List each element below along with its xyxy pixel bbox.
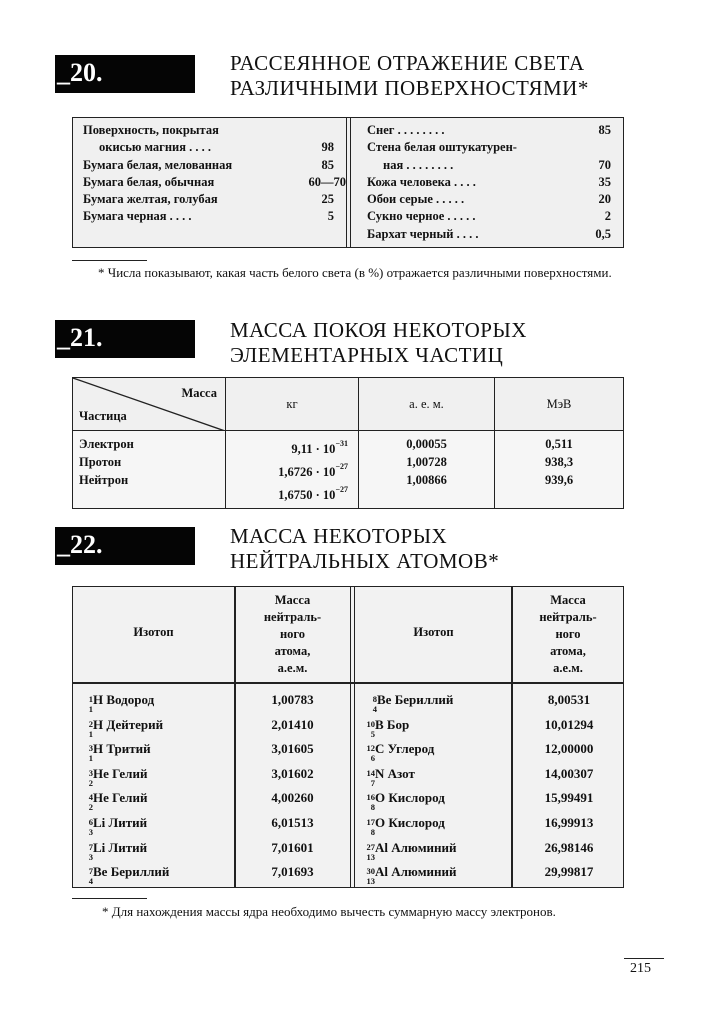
nuclide-notation: 30 13 xyxy=(366,866,375,887)
mass-value: 15,99491 xyxy=(544,790,594,806)
mass-value: 12,00000 xyxy=(544,741,594,757)
isotope-entry: 17 8 O Кислород xyxy=(363,811,511,836)
mass-value: 16,99913 xyxy=(544,814,594,830)
table-row: Бархат черный . . . . 0,5 xyxy=(367,226,611,241)
mass-value: 26,98146 xyxy=(544,839,594,855)
nuclide-notation: 16 8 xyxy=(366,792,375,813)
nuclide-notation: 3 2 xyxy=(88,767,93,788)
page-number: 215 xyxy=(630,961,651,976)
isotope-entry: 27 13 Al Алюминий xyxy=(363,836,511,861)
isotope-entry: 8 4 Be Бериллий xyxy=(363,688,511,713)
table-row: Бумага белая, обычная 60—70 xyxy=(83,174,346,189)
nuclide-notation: 27 13 xyxy=(366,841,375,862)
atom-mass-table xyxy=(72,586,624,888)
nuclide-notation: 2 1 xyxy=(88,718,93,739)
reflection-table-left xyxy=(83,122,346,226)
nuclide-notation: 3 1 xyxy=(88,743,93,764)
isotope-entry: 14 7 N Азот xyxy=(363,762,511,787)
column-divider xyxy=(346,118,351,247)
isotope-entry: 16 8 O Кислород xyxy=(363,786,511,811)
isotope-entry: 3 1 H Тритий xyxy=(79,737,229,762)
mass-value: 6,01513 xyxy=(271,814,314,830)
section-21-title: МАССА ПОКОЯ НЕКОТОРЫХ ЭЛЕМЕНТАРНЫХ ЧАСТИЦ xyxy=(230,318,527,367)
mass-mev-values: 0,511 938,3 939,6 xyxy=(495,431,624,509)
nuclide-notation: 7 4 xyxy=(88,866,93,887)
nuclide-notation: 1 1 xyxy=(88,694,93,714)
column-header-amu: а. е. м. xyxy=(359,378,495,431)
section-20-footnote: * Числа показывают, какая часть белого света (в %) отражается различными поверхностями. xyxy=(98,265,612,280)
column-header-mev: МэВ xyxy=(495,378,624,431)
mass-kg-values: $9,11 \cdot 10^{-31}$ $1,6726 \cdot 10^{-27}$ $1,6750 \cdot 10^{-27}$ xyxy=(226,431,359,509)
isotope-entry: 30 13 Al Алюминий xyxy=(363,860,511,885)
mass-value: 1,00783 xyxy=(271,692,314,707)
mass-value: 3,01602 xyxy=(271,765,314,781)
column-header-kg: кг xyxy=(226,378,359,431)
table-row: окисью магния . . . . 98 xyxy=(99,140,334,155)
section-21-number-block xyxy=(55,320,195,358)
section-20-title: РАССЕЯННОЕ ОТРАЖЕНИЕ СВЕТА РАЗЛИЧНЫМИ ПОВЕРХНОСТЯМИ* xyxy=(230,51,589,100)
isotope-entry: 10 5 B Бор xyxy=(363,713,511,738)
table-row: Обои серые . . . . . 20 xyxy=(367,192,611,207)
mass-amu-values: 0,00055 1,00728 1,00866 xyxy=(359,431,495,509)
section-20-number: _ 20. xyxy=(57,58,103,88)
isotope-entry: 4 2 He Гелий xyxy=(79,786,229,811)
nuclide-notation: 12 6 xyxy=(366,743,375,764)
table-row: Бумага черная . . . . 5 xyxy=(83,209,334,224)
mass-value: 7,01693 xyxy=(271,864,314,880)
section-21-number: _ 21. xyxy=(57,323,103,353)
isotope-entry: 6 3 Li Литий xyxy=(79,811,229,836)
nuclide-notation: 17 8 xyxy=(366,816,375,837)
section-20-number-block xyxy=(55,55,195,93)
table-row: Стена белая оштукатурен- xyxy=(367,140,517,155)
reflection-table-right xyxy=(367,122,611,243)
table-row: Кожа человека . . . . 35 xyxy=(367,174,611,189)
column-header-isotope: Изотоп xyxy=(133,625,174,639)
section-22-number-block xyxy=(55,527,195,565)
particle-names: Электрон Протон Нейтрон xyxy=(73,431,226,509)
footnote-rule xyxy=(72,260,147,261)
nuclide-notation: 6 3 xyxy=(88,816,93,837)
nuclide-notation: 7 3 xyxy=(88,841,93,862)
isotope-list-left xyxy=(79,688,229,885)
mass-list-left xyxy=(235,688,350,885)
mass-value: 8,00531 xyxy=(547,692,591,707)
isotope-entry: 3 2 He Гелий xyxy=(79,762,229,787)
mass-value: 14,00307 xyxy=(544,765,594,781)
section-22-footnote: * Для нахождения массы ядра необходимо вычесть суммарную массу электронов. xyxy=(102,904,556,919)
nuclide-notation: 10 5 xyxy=(366,718,375,739)
table-row: Снег . . . . . . . . 85 xyxy=(367,123,611,137)
nuclide-notation: 4 2 xyxy=(88,792,93,813)
reflection-table xyxy=(72,117,624,248)
isotope-entry: 2 1 H Дейтерий xyxy=(79,713,229,738)
table-row: Бумага желтая, голубая 25 xyxy=(83,192,334,207)
table-row: Бумага белая, мелованная 85 xyxy=(83,157,334,172)
isotope-entry: 7 3 Li Литий xyxy=(79,836,229,861)
header-rule xyxy=(73,682,623,684)
isotope-entry: 1 1 H Водород xyxy=(79,688,229,713)
section-22-number: _ 22. xyxy=(57,530,103,560)
corner-header: Масса Частица xyxy=(73,378,226,431)
table-row: Поверхность, покрытая xyxy=(83,123,219,137)
column-header-mass: Масса нейтраль- ного атома, а.е.м. xyxy=(539,593,597,675)
nuclide-notation: 8 4 xyxy=(372,694,377,714)
mass-value: 3,01605 xyxy=(271,741,314,757)
page-number-rule xyxy=(624,958,664,959)
mass-value: 4,00260 xyxy=(271,790,314,806)
table-row: Сукно черное . . . . . 2 xyxy=(367,209,611,224)
particle-mass-table xyxy=(72,377,624,509)
column-divider xyxy=(350,587,355,887)
isotope-list-right xyxy=(363,688,511,885)
mass-value: 2,01410 xyxy=(271,716,314,732)
section-22-title: МАССА НЕКОТОРЫХ НЕЙТРАЛЬНЫХ АТОМОВ* xyxy=(230,524,500,573)
mass-value: 29,99817 xyxy=(544,864,594,880)
footnote-rule xyxy=(72,898,147,899)
table-row: ная . . . . . . . . 70 xyxy=(383,157,611,172)
isotope-entry: 12 6 C Углерод xyxy=(363,737,511,762)
column-header-isotope: Изотоп xyxy=(413,625,454,639)
mass-value: 7,01601 xyxy=(271,839,314,855)
nuclide-notation: 14 7 xyxy=(366,767,375,788)
mass-list-right xyxy=(513,688,625,885)
column-header-mass: Масса нейтраль- ного атома, а.е.м. xyxy=(263,593,322,675)
isotope-entry: 7 4 Be Бериллий xyxy=(79,860,229,885)
mass-value: 10,01294 xyxy=(544,716,594,732)
